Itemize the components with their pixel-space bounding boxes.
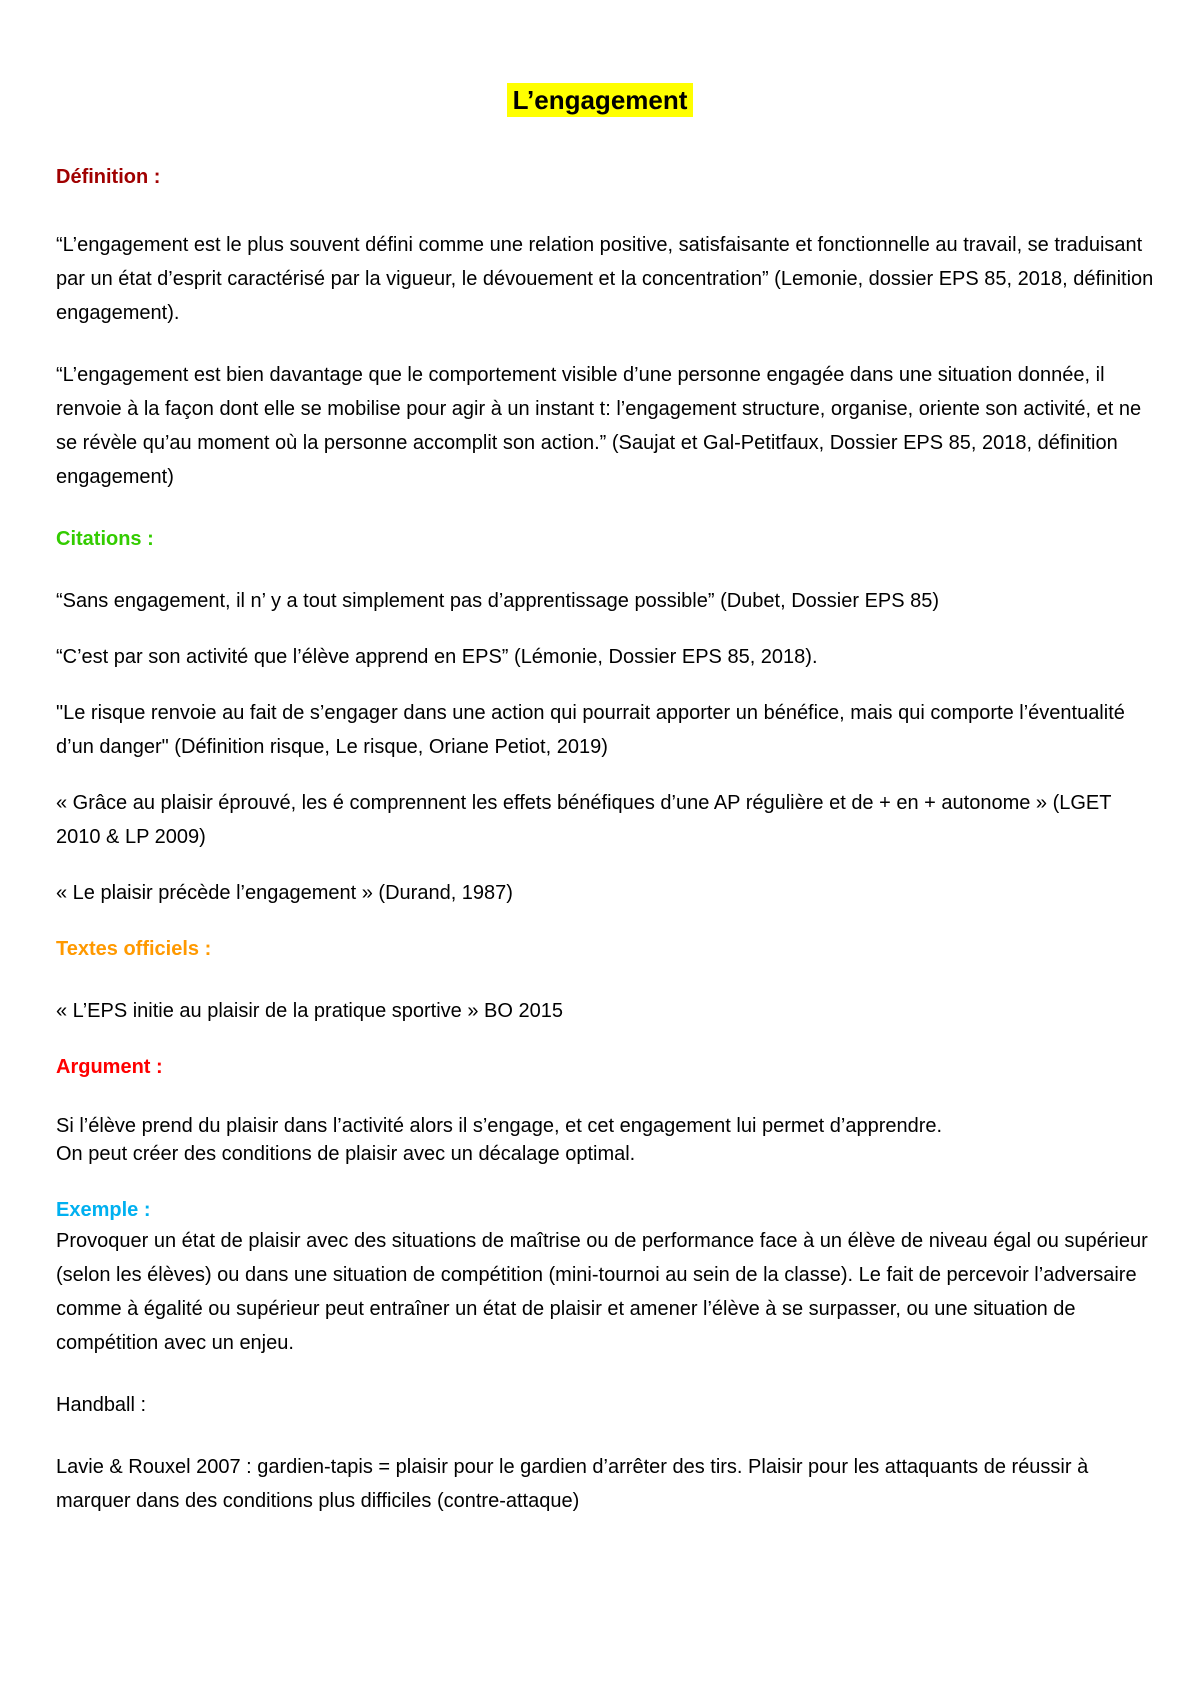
citation-item: "Le risque renvoie au fait de s’engager dans une action qui pourrait apporter un bénéfice, mais qui comporte l’éventualité d’un danger" (Définition risque, Le risque, Oriane Petiot, 2019) [56,702,1125,758]
textes-officiels-paragraph: « L’EPS initie au plaisir de la pratique sportive » BO 2015 [56,1000,563,1022]
handball-heading: Handball : [56,1394,147,1416]
textes-officiels-heading: Textes officiels : [56,938,212,960]
handball-paragraph: Lavie & Rouxel 2007 : gardien-tapis = plaisir pour le gardien d’arrêter des tirs. Plaisir pour les attaquants de réussir à marquer dans des conditions plus difficiles (contre-attaque) [56,1456,1089,1512]
exemple-heading: Exemple : [56,1199,151,1221]
argument-heading: Argument : [56,1056,163,1078]
definition-heading: Définition : [56,166,161,188]
page-title: L’engagement [507,83,694,117]
definition-paragraph-1: “L’engagement est le plus souvent défini comme une relation positive, satisfaisante et fonctionnelle au travail, se traduisant par un état d’esprit caractérisé par la vigueur, le dévouement et la concentration” (Lemonie, dossier EPS 85, 2018, définition engagement). [56,234,1154,324]
argument-line-2: On peut créer des conditions de plaisir avec un décalage optimal. [56,1143,636,1165]
citation-item: « Le plaisir précède l’engagement » (Durand, 1987) [56,882,513,904]
definition-paragraph-2: “L’engagement est bien davantage que le comportement visible d’une personne engagée dans une situation donnée, il renvoie à la façon dont elle se mobilise pour agir à un instant t: l’engagement structure, organise, oriente son activité, et ne se révèle qu’au moment où la personne accomplit son action.” (Saujat et Gal-Petitfaux, Dossier EPS 85, 2018, définition engagement) [56,364,1142,488]
exemple-paragraph: Provoquer un état de plaisir avec des situations de maîtrise ou de performance face à un élève de niveau égal ou supérieur (selon les élèves) ou dans une situation de compétition (mini-tournoi au sein de la classe). Le fait de percevoir l’adversaire comme à égalité ou supérieur peut entraîner un état de plaisir et amener l’élève à se surpasser, ou une situation de compétition avec un enjeu. [56,1230,1148,1354]
citation-item: “C’est par son activité que l’élève apprend en EPS” (Lémonie, Dossier EPS 85, 2018). [56,646,818,668]
citation-item: « Grâce au plaisir éprouvé, les é comprennent les effets bénéfiques d’une AP régulière et de + en + autonome » (LGET 2010 & LP 2009) [56,792,1112,848]
title-wrap [0,83,1200,117]
document-body [56,160,1156,1518]
citations-heading: Citations : [56,528,154,550]
argument-line-1: Si l’élève prend du plaisir dans l’activité alors il s’engage, et cet engagement lui permet d’apprendre. [56,1115,943,1137]
citation-item: “Sans engagement, il n’ y a tout simplement pas d’apprentissage possible” (Dubet, Dossier EPS 85) [56,590,940,612]
